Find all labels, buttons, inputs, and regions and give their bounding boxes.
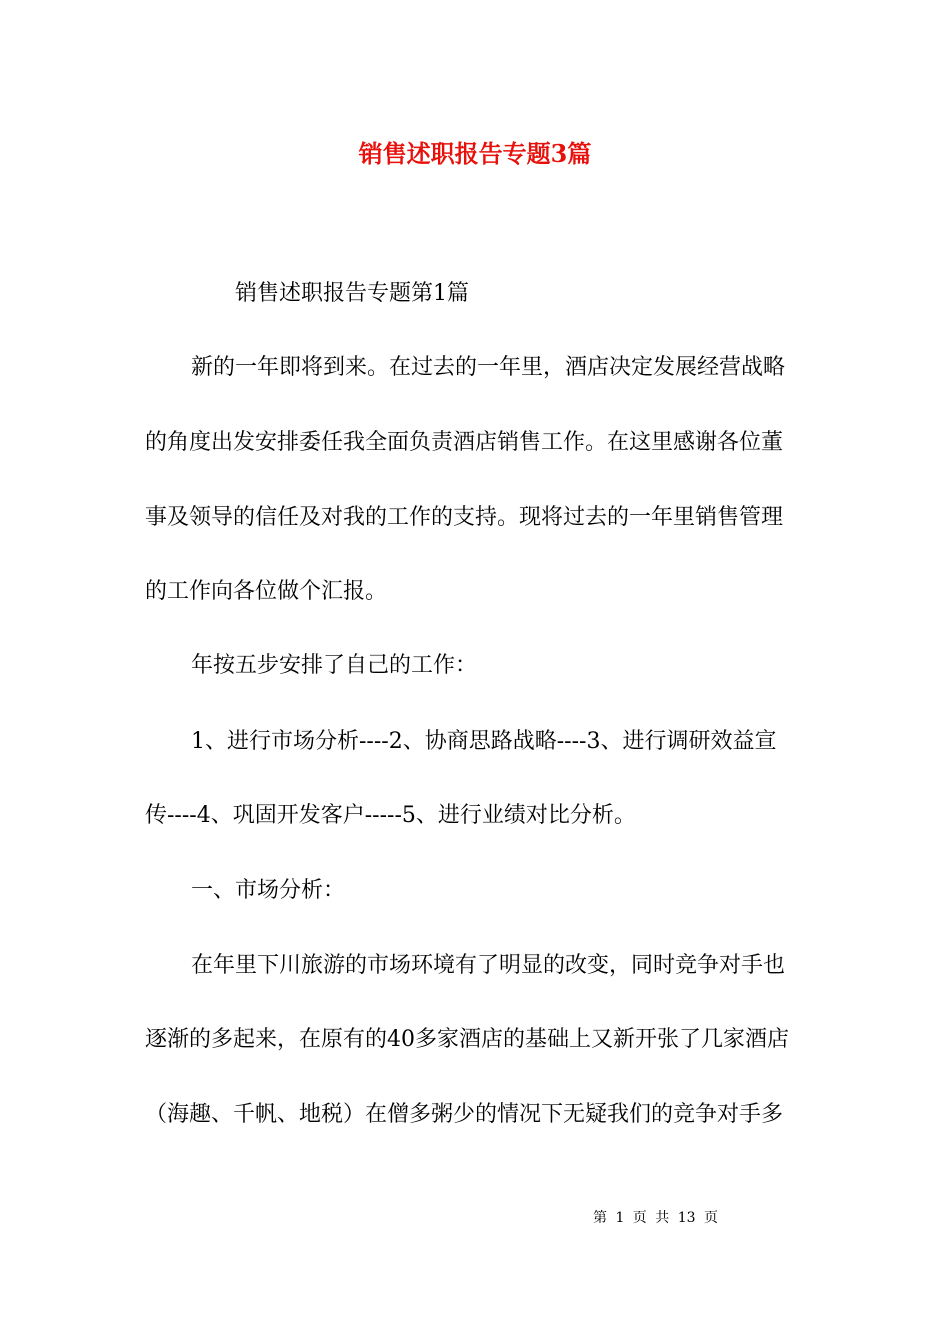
page-footer: 第 1 页 共 13 页 [593, 1210, 718, 1226]
paragraph-line: （海趣、千帆、地税）在僧多粥少的情况下无疑我们的竞争对手多 [145, 1102, 784, 1127]
paragraph-line: 的角度出发安排委任我全面负责酒店销售工作。在这里感谢各位董 [145, 430, 784, 455]
document-title: 销售述职报告专题3篇 [358, 139, 592, 168]
paragraph-line: 新的一年即将到来。在过去的一年里，酒店决定发展经营战略 [191, 355, 786, 380]
paragraph-line: 在年里下川旅游的市场环境有了明显的改变，同时竞争对手也 [191, 953, 786, 978]
paragraph-line: 1、进行市场分析----2、协商思路战略----3、进行调研效益宣 [191, 729, 777, 754]
paragraph-line: 逐渐的多起来，在原有的40多家酒店的基础上又新开张了几家酒店 [145, 1027, 789, 1052]
section-heading: 一、市场分析： [191, 878, 346, 903]
section-subtitle: 销售述职报告专题第1篇 [235, 281, 469, 306]
paragraph-line: 传----4、巩固开发客户-----5、进行业绩对比分析。 [145, 803, 636, 828]
paragraph-line: 的工作向各位做个汇报。 [145, 579, 388, 604]
paragraph-line: 事及领导的信任及对我的工作的支持。现将过去的一年里销售管理 [145, 505, 784, 530]
paragraph-line: 年按五步安排了自己的工作： [191, 653, 478, 678]
